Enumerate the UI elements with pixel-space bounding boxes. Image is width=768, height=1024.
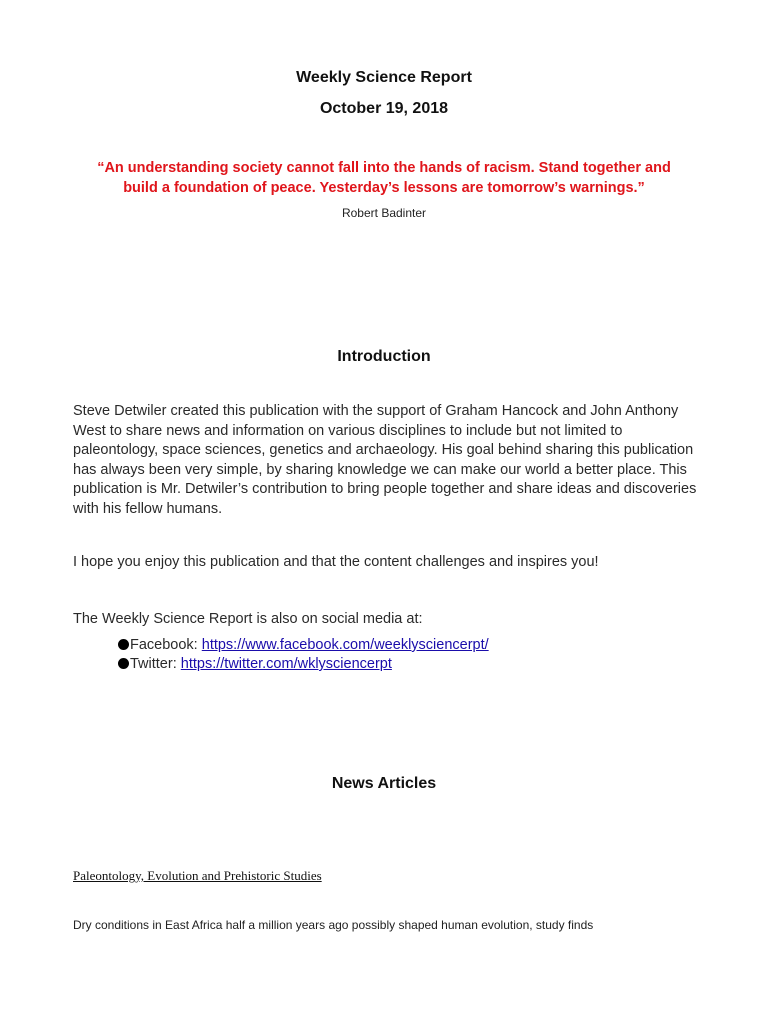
facebook-link[interactable]: https://www.facebook.com/weeklysciencerpt/ — [201, 637, 489, 653]
twitter-link[interactable]: https://twitter.com/wklysciencerpt — [180, 656, 392, 672]
quote-author: Robert Badinter — [341, 206, 427, 220]
section-heading-paleontology: Paleontology, Evolution and Prehistoric Studies — [73, 868, 322, 883]
bullet-icon — [118, 639, 129, 650]
introduction-paragraph: Steve Detwiler created this publication with the support of Graham Hancock and John Anthony West to share news and information on various disciplines to include but not limited to paleontology, space sciences, genetics and archaeology. His goal behind sharing this publication has always been very simple, by sharing knowledge we can make our world a better place. This publication is Mr. Detwiler’s contribution to bring people together and share ideas and discoveries with his fellow humans. — [73, 403, 697, 517]
hope-paragraph: I hope you enjoy this publication and that the content challenges and inspires you! — [73, 554, 599, 570]
twitter-label: Twitter: — [130, 656, 181, 672]
report-date: October 19, 2018 — [319, 100, 449, 117]
quote-line-2: build a foundation of peace. Yesterday’s lessons are tomorrow’s warnings.” — [123, 180, 645, 196]
report-title: Weekly Science Report — [296, 69, 472, 86]
social-intro: The Weekly Science Report is also on social media at: — [73, 611, 423, 627]
social-item-twitter — [118, 656, 392, 672]
introduction-heading: Introduction — [337, 348, 431, 365]
quote-line-1: “An understanding society cannot fall into the hands of racism. Stand together and — [97, 160, 671, 176]
facebook-label: Facebook: — [130, 637, 202, 653]
article-title[interactable]: Dry conditions in East Africa half a million years ago possibly shaped human evolution, study finds — [73, 918, 594, 932]
bullet-icon — [118, 658, 129, 669]
social-item-facebook — [118, 637, 489, 653]
news-heading: News Articles — [331, 775, 437, 792]
